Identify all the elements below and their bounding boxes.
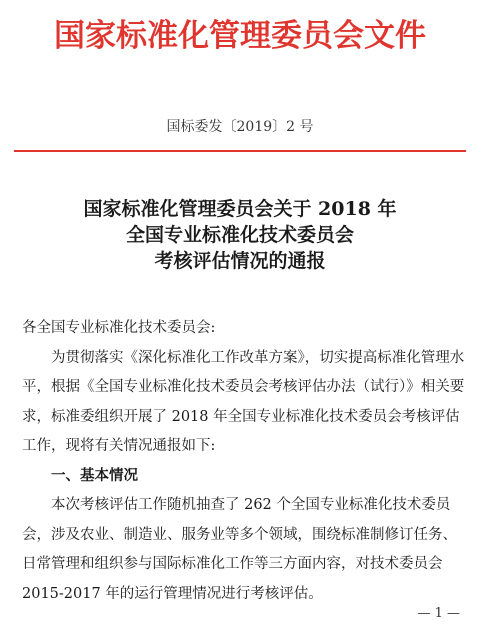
paragraph-basic-situation: 本次考核评估工作随机抽查了 262 个全国专业标准化技术委员会，涉及农业、制造业、服务业等多个领域，围绕标准制修订任务、日常管理和组织参与国际标准化工作等三方面内容，对技术委员会 2015-2017 年的运行管理情况进行考核评估。 [22, 497, 457, 602]
salutation: 各全国专业标准化技术委员会: [22, 320, 216, 336]
paragraph-intro: 为贯彻落实《深化标准化工作改革方案》，切实提高标准化管理水平，根据《全国专业标准化技术委员会考核评估办法（试行）》相关要求，标准委组织开展了 2018 年全国专业标准化技术委员会考核评估工作，现将有关情况通报如下: [22, 349, 465, 454]
section-heading-basic-situation: 一、基本情况 [51, 467, 138, 484]
red-separator-line [14, 150, 466, 152]
title-line-1: 国家标准化管理委员会关于 2018 年 [83, 198, 397, 220]
document-body [22, 314, 468, 609]
page-number: — 1 — [417, 606, 460, 621]
title-line-2: 全国专业标准化技术委员会 [125, 224, 354, 246]
title-line-3: 考核评估情况的通报 [154, 250, 326, 272]
document-title [0, 196, 480, 274]
masthead: 国家标准化管理委员会文件 [54, 18, 426, 54]
document-number: 国标委发〔2019〕2 号 [166, 119, 314, 135]
